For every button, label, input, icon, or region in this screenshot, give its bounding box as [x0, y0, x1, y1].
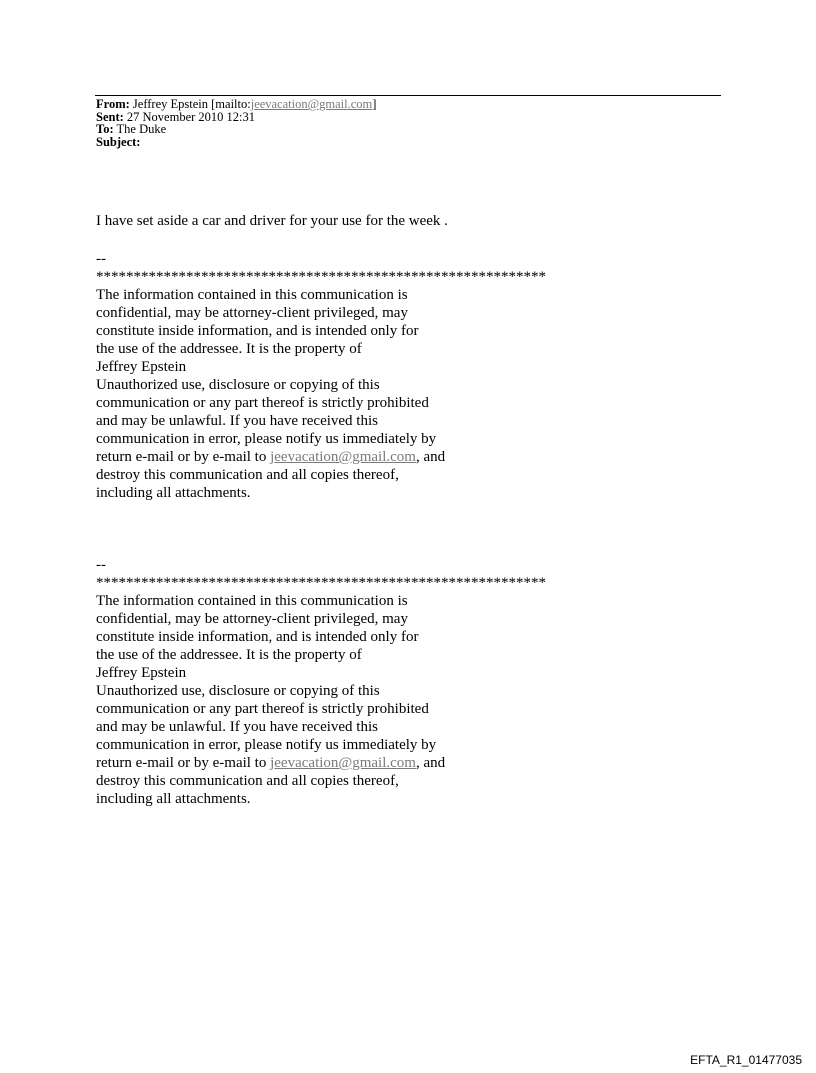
disclaimer-line: constitute inside information, and is intended only for: [96, 629, 419, 645]
disclaimer-line: Jeffrey Epstein: [96, 359, 187, 375]
subject-row: [96, 136, 376, 149]
to-value: The Duke: [116, 122, 167, 136]
disclaimer-line: Jeffrey Epstein: [96, 665, 187, 681]
sent-label: Sent:: [96, 109, 124, 124]
email-header: [96, 98, 376, 148]
disclaimer-line: the use of the addressee. It is the property of: [96, 341, 362, 357]
disclaimer-email-link[interactable]: jeevacation@gmail.com: [270, 449, 416, 465]
from-email-link[interactable]: jeevacation@gmail.com: [250, 97, 373, 111]
disclaimer-block: [96, 556, 656, 808]
disclaimer-line: including all attachments.: [96, 791, 251, 807]
star-divider: ************************************************************: [96, 575, 546, 591]
disclaimer-line: Unauthorized use, disclosure or copying of this: [96, 683, 380, 699]
disclaimer-line: Unauthorized use, disclosure or copying of this: [96, 377, 380, 393]
disclaimer-line: confidential, may be attorney-client privileged, may: [96, 611, 408, 627]
disclaimer-line: communication in error, please notify us immediately by: [96, 737, 437, 753]
disclaimer-line: The information contained in this communication is: [96, 287, 408, 303]
disclaimer-block: [96, 250, 656, 502]
disclaimer-line: constitute inside information, and is intended only for: [96, 323, 419, 339]
disclaimer-line: and may be unlawful. If you have received this: [96, 719, 378, 735]
signature-separator: --: [96, 557, 106, 573]
sent-value: 27 November 2010 12:31: [126, 109, 256, 124]
to-label: To:: [96, 122, 114, 136]
disclaimer-line: and may be unlawful. If you have received this: [96, 413, 378, 429]
disclaimer-return-line: [96, 448, 656, 466]
disclaimer-line: destroy this communication and all copies thereof,: [96, 467, 399, 483]
disclaimer-line: communication or any part thereof is strictly prohibited: [96, 701, 429, 717]
disclaimer-return-line: [96, 754, 656, 772]
disclaimer-line: The information contained in this communication is: [96, 593, 408, 609]
return-suffix: , and: [415, 755, 446, 771]
disclaimer-line: communication or any part thereof is strictly prohibited: [96, 395, 429, 411]
header-divider: [95, 95, 721, 96]
signature-separator: --: [96, 251, 106, 267]
return-suffix: , and: [415, 449, 446, 465]
subject-label: Subject:: [96, 134, 141, 149]
email-body: [96, 212, 656, 808]
disclaimer-line: including all attachments.: [96, 485, 251, 501]
from-close: ]: [372, 97, 377, 111]
disclaimer-line: destroy this communication and all copies thereof,: [96, 773, 399, 789]
return-prefix: return e-mail or by e-mail to: [96, 755, 271, 771]
return-prefix: return e-mail or by e-mail to: [96, 449, 271, 465]
from-label: From:: [96, 97, 130, 111]
bates-number: EFTA_R1_01477035: [690, 1053, 802, 1067]
disclaimer-line: confidential, may be attorney-client privileged, may: [96, 305, 408, 321]
disclaimer-line: the use of the addressee. It is the property of: [96, 647, 362, 663]
star-divider: ************************************************************: [96, 269, 546, 285]
from-name: Jeffrey Epstein [mailto:: [132, 97, 251, 111]
message-text: I have set aside a car and driver for your use for the week .: [96, 213, 448, 229]
disclaimer-email-link[interactable]: jeevacation@gmail.com: [270, 755, 416, 771]
disclaimer-line: communication in error, please notify us immediately by: [96, 431, 437, 447]
